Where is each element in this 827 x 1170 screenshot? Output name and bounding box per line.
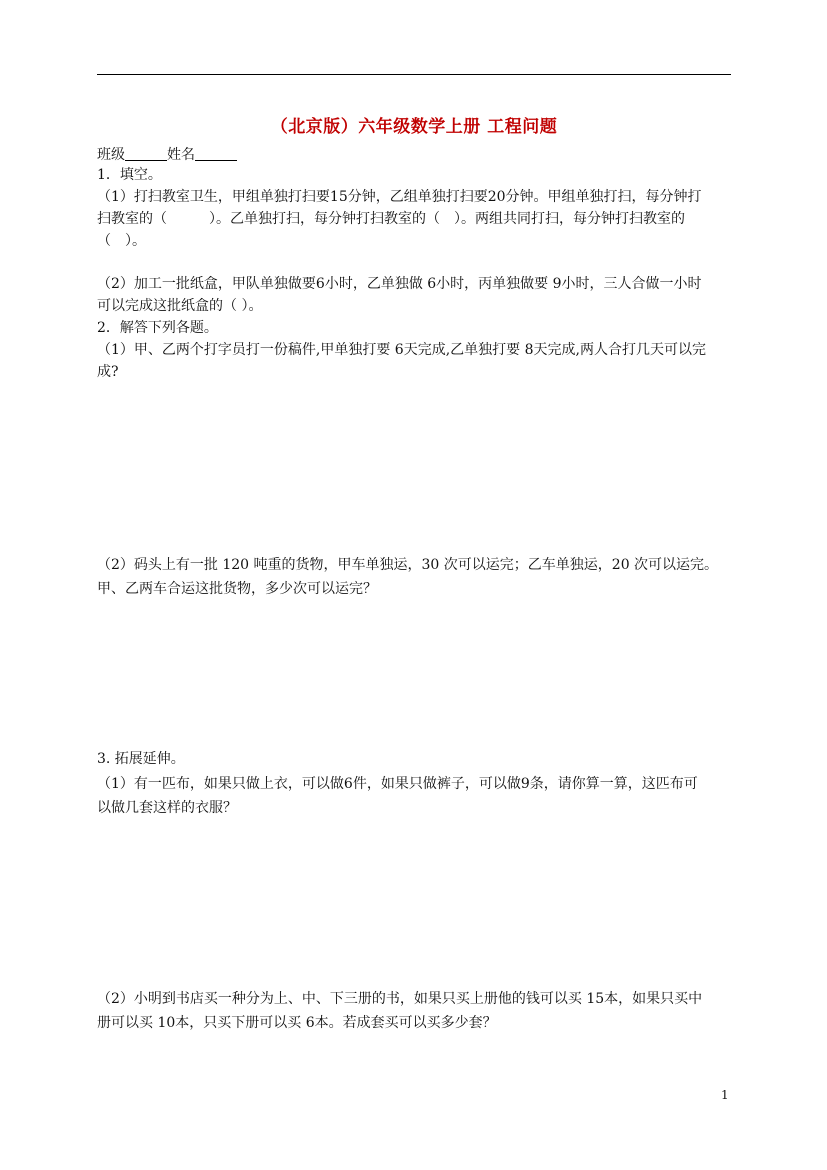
name-blank[interactable] [195, 146, 237, 161]
s2q2-line1: （2）码头上有一批 120 吨重的货物，甲车单独运，30 次可以运完；乙车单独运，20 次可以运完。 [97, 557, 719, 573]
s3q1-line1: （1）有一匹布，如果只做上衣，可以做6件，如果只做裤子，可以做9条，请你算一算，这匹布可 [97, 776, 698, 792]
section3-heading: 3. 拓展延伸。 [97, 751, 185, 767]
s3q2-line2: 册可以买 10本，只买下册可以买 6本。若成套买可以买多少套？ [97, 1015, 497, 1031]
s1q2-line2: 可以完成这批纸盒的（ ）。 [97, 298, 263, 314]
name-label: 姓名 [167, 147, 195, 163]
class-label: 班级 [97, 147, 125, 163]
s1q1-line3: （ ）。 [97, 233, 146, 249]
class-blank[interactable] [125, 146, 167, 161]
s2q1-line2: 成? [97, 364, 119, 380]
student-info-line [97, 144, 733, 166]
section2-heading: 2．解答下列各题。 [97, 320, 218, 336]
s3q2-line1: （2）小明到书店买一种分为上、中、下三册的书，如果只买上册他的钱可以买 15本，如果只买中 [97, 991, 703, 1007]
s1q2-line1: （2）加工一批纸盒，甲队单独做要6小时，乙单独做 6小时，丙单独做要 9小时，三人合做一小时 [97, 276, 702, 292]
s2q1-line1: （1）甲、乙两个打字员打一份稿件,甲单独打要 6天完成,乙单独打要 8天完成,两人合打几天可以完 [97, 342, 706, 358]
s1q1-line1: （1）打扫教室卫生，甲组单独打扫要15分钟，乙组单独打扫要20分钟。甲组单独打扫，每分钟打 [97, 189, 702, 205]
s3q1-line2: 以做几套这样的衣服？ [97, 800, 237, 816]
header-rule [97, 74, 731, 75]
s2q2-line2: 甲、乙两车合运这批货物，多少次可以运完？ [97, 581, 377, 597]
section1-heading: 1．填空。 [97, 167, 162, 183]
s1q1-line2: 扫教室的（ ）。乙单独打扫，每分钟打扫教室的（ ）。两组共同打扫，每分钟打扫教室的 [97, 211, 685, 227]
page-title: （北京版）六年级数学上册 工程问题 [270, 117, 558, 137]
page-number: 1 [721, 1088, 729, 1102]
